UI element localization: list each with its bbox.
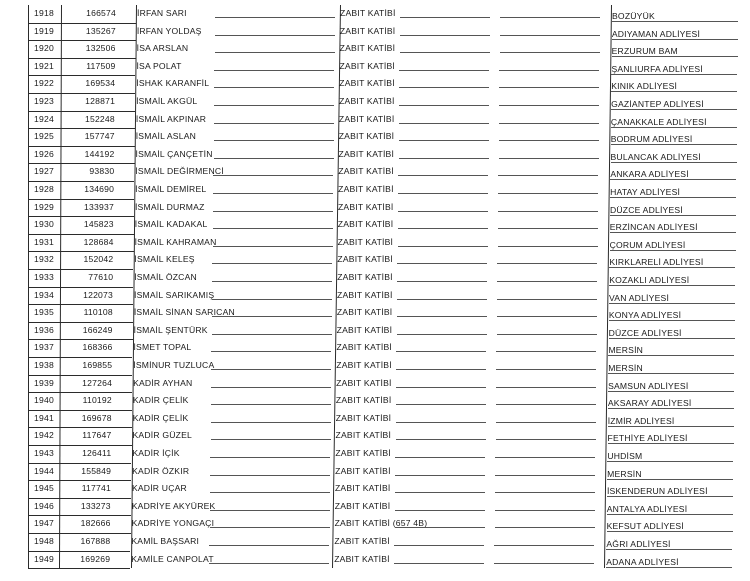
full-name: İSMAİL SARIKAMIŞ [134, 289, 215, 300]
row-number: 1931 [34, 236, 54, 247]
underline-stroke [499, 87, 599, 88]
row-number: 1919 [34, 25, 54, 36]
underline-stroke [395, 492, 485, 493]
row-number: 1918 [34, 8, 54, 18]
full-name: İSA ARSLAN [136, 43, 189, 54]
assigned-location: ANKARA ADLİYESİ [610, 169, 689, 180]
underline-stroke [211, 369, 331, 370]
job-title: ZABIT KATİBİ [335, 395, 392, 406]
row-number: 1939 [34, 377, 54, 388]
job-title: ZABIT KATİBİ [335, 430, 392, 441]
row-number: 1928 [34, 184, 54, 194]
full-name: İSMAİL KAHRAMAN [134, 236, 217, 247]
full-name: İSMAİL KADAKAL [134, 219, 208, 230]
underline-stroke [397, 263, 487, 264]
underline-stroke [496, 369, 596, 370]
assigned-location: BOZÜYÜK [612, 11, 655, 21]
assigned-location: ADANA ADLİYESİ [606, 556, 679, 567]
underline-stroke [214, 140, 334, 141]
underline-stroke [212, 316, 332, 317]
full-name: KADİR ÇELİK [132, 395, 189, 406]
full-name: İSA POLAT [136, 60, 182, 71]
underline-stroke [211, 439, 331, 440]
assigned-location: KEFSUT ADLİYESİ [606, 521, 684, 532]
registry-number: 127264 [82, 377, 113, 388]
underline-stroke [500, 17, 600, 18]
registry-number: 182666 [80, 518, 111, 529]
registry-number: 133273 [80, 500, 111, 511]
underline-stroke [209, 563, 329, 564]
full-name: KAMİL BAŞSARI [131, 536, 200, 546]
full-name: KADRİYE YONGAÇI [131, 518, 215, 529]
underline-stroke [495, 475, 595, 476]
underline-stroke [396, 351, 486, 352]
job-title: ZABIT KATİBİ [334, 536, 390, 546]
job-title: ZABIT KATİBİ (657 4B) [334, 518, 428, 529]
full-name: İSMAİL KELEŞ [134, 254, 195, 265]
full-name: İSMAİL ÇANÇETİN [135, 148, 213, 159]
assigned-location: GAZİANTEP ADLİYESİ [611, 99, 704, 109]
underline-stroke [211, 387, 331, 388]
underline-stroke [496, 351, 596, 352]
underline-stroke [400, 35, 490, 36]
underline-stroke [394, 545, 484, 546]
row-number: 1934 [34, 289, 54, 300]
row-number: 1921 [34, 60, 54, 71]
registry-number: 155849 [81, 465, 112, 476]
underline-stroke [212, 263, 332, 264]
job-title: ZABIT KATİBİ [340, 8, 396, 18]
underline-stroke [498, 211, 598, 212]
registry-number: 132506 [85, 43, 116, 54]
assigned-location: KOZAKLI ADLİYESİ [609, 275, 690, 285]
job-title: ZABIT KATİBİ [338, 166, 394, 177]
registry-number: 157747 [84, 131, 115, 142]
registry-number: 110192 [82, 395, 112, 406]
registry-number: 152248 [84, 113, 115, 124]
underline-stroke [496, 422, 596, 423]
underline-stroke [497, 281, 597, 282]
underline-stroke [397, 334, 487, 335]
row-number: 1945 [34, 483, 54, 494]
job-title: ZABIT KATİBİ [336, 377, 392, 388]
assigned-location: KONYA ADLİYESİ [608, 310, 682, 321]
underline-stroke [496, 404, 596, 405]
assigned-location: AĞRI ADLİYESİ [606, 539, 671, 549]
row-number: 1937 [34, 342, 54, 353]
row-number: 1936 [34, 324, 54, 335]
row-number: 1925 [34, 131, 54, 142]
full-name: İSMET TOPAL [133, 342, 192, 353]
job-title: ZABIT KATİBİ [339, 96, 395, 106]
job-title: ZABIT KATİBİ [338, 131, 395, 142]
underline-stroke [398, 228, 488, 229]
underline-stroke [498, 193, 598, 194]
job-title: ZABIT KATİBİ [337, 272, 393, 282]
full-name: İSMAİL DEMİREL [135, 184, 207, 194]
assigned-location: ERZURUM BAM [611, 46, 678, 57]
registry-number: 77610 [88, 272, 114, 282]
registry-number: 145823 [83, 219, 114, 230]
assigned-location: ÇORUM ADLİYESİ [609, 239, 686, 250]
underline-stroke [398, 211, 488, 212]
row-number: 1948 [34, 536, 54, 546]
underline-stroke [495, 492, 595, 493]
row-number: 1940 [34, 395, 54, 406]
underline-stroke [495, 510, 595, 511]
underline-stroke [212, 334, 332, 335]
underline-stroke [499, 140, 599, 141]
underline-stroke [395, 457, 485, 458]
row-number: 1943 [34, 448, 54, 458]
underline-stroke [397, 316, 487, 317]
underline-stroke [211, 404, 331, 405]
underline-stroke [398, 175, 488, 176]
underline-stroke [399, 158, 489, 159]
job-title: ZABIT KATİBİ [338, 113, 395, 124]
row-number: 1944 [34, 465, 54, 476]
underline-stroke [498, 228, 598, 229]
full-name: İSMAİL ASLAN [135, 131, 197, 142]
job-title: ZABIT KATİBİ [337, 254, 393, 265]
full-name: KADİR GÜZEL [132, 430, 193, 441]
row-number: 1938 [34, 360, 54, 370]
assigned-location: UHDİSM [607, 451, 643, 461]
assigned-location: DÜZCE ADLİYESİ [608, 327, 682, 338]
registry-number: 133937 [84, 201, 114, 212]
row-number: 1946 [34, 500, 54, 511]
registry-number: 169534 [85, 78, 116, 89]
row-number: 1941 [34, 412, 54, 423]
assigned-location: DÜZCE ADLİYESİ [609, 204, 683, 215]
underline-stroke [214, 105, 334, 106]
assigned-location: MERSİN [608, 345, 644, 356]
assigned-location: ÇANAKKALE ADLİYESİ [610, 116, 707, 127]
underline-stroke [399, 140, 489, 141]
underline-stroke [213, 175, 333, 176]
assigned-location: SAMSUN ADLİYESİ [608, 380, 689, 391]
job-title: ZABIT KATİBİ [334, 500, 391, 511]
job-title: ZABIT KATİBİ [335, 412, 392, 423]
underline-stroke [396, 369, 486, 370]
job-title: ZABIT KATİBİ [335, 465, 391, 476]
underline-stroke [211, 422, 331, 423]
registry-number: 169855 [82, 360, 113, 370]
row-number: 1935 [34, 307, 54, 318]
underline-stroke [394, 563, 484, 564]
underline-stroke [495, 527, 595, 528]
full-name: İSMAİL ÖZCAN [134, 272, 197, 282]
underline-stroke [494, 563, 594, 564]
full-name: İSMAİL AKPINAR [135, 113, 207, 124]
underline-stroke [395, 510, 485, 511]
assigned-location: ANTALYA ADLİYESİ [606, 503, 688, 514]
underline-stroke [215, 17, 335, 18]
assigned-location: HATAY ADLİYESİ [610, 187, 681, 197]
row-number: 1933 [34, 272, 54, 282]
underline-stroke [496, 387, 596, 388]
underline-stroke [213, 193, 333, 194]
underline-stroke [396, 387, 486, 388]
underline-stroke [497, 299, 597, 300]
registry-number: 166249 [82, 324, 113, 335]
full-name: İSHAK KARANFİL [136, 78, 210, 89]
underline-stroke [495, 457, 595, 458]
full-name: İSMAİL AKGÜL [136, 96, 198, 106]
registry-number: 110108 [83, 307, 113, 318]
underline-stroke [395, 527, 485, 528]
assigned-location: MERSİN [607, 468, 642, 479]
underline-stroke [497, 334, 597, 335]
underline-stroke [210, 510, 330, 511]
underline-stroke [399, 87, 489, 88]
job-title: ZABIT KATİBİ [336, 307, 393, 318]
underline-stroke [210, 457, 330, 458]
underline-stroke [497, 316, 597, 317]
job-title: ZABIT KATİBİ [337, 219, 394, 230]
full-name: İSMAİL DURMAZ [134, 201, 205, 212]
underline-stroke [500, 52, 600, 53]
assigned-location: BODRUM ADLİYESİ [610, 134, 693, 145]
underline-stroke [499, 105, 599, 106]
registry-number: 134690 [84, 184, 115, 194]
assigned-location: BULANCAK ADLİYESİ [610, 151, 701, 162]
underline-stroke [210, 527, 330, 528]
assigned-location: MERSİN [608, 363, 643, 373]
job-title: ZABIT KATİBİ [336, 324, 393, 335]
underline-stroke [399, 105, 489, 106]
job-title: ZABIT KATİBİ [339, 60, 396, 71]
assigned-location: VAN ADLİYESİ [609, 292, 670, 303]
underline-stroke [397, 281, 487, 282]
underline-stroke [399, 123, 489, 124]
underline-stroke [499, 158, 599, 159]
registry-number: 166574 [86, 8, 116, 18]
underline-stroke [497, 263, 597, 264]
assigned-location: KINIK ADLİYESİ [611, 81, 678, 92]
registry-number: 168366 [82, 342, 113, 353]
full-name: KADİR ÖZKIR [132, 465, 190, 476]
underline-stroke [396, 404, 486, 405]
job-title: ZABIT KATİBİ [337, 289, 393, 300]
underline-stroke [215, 52, 335, 53]
row-number: 1942 [34, 430, 54, 441]
underline-stroke [399, 70, 489, 71]
full-name: KADİR ÇELİK [132, 412, 189, 423]
assigned-location: İZMİR ADLİYESİ [607, 415, 675, 426]
job-title: ZABIT KATİBİ [335, 448, 391, 458]
registry-number: 126411 [82, 448, 112, 458]
assigned-location: KIRKLARELİ ADLİYESİ [609, 257, 704, 268]
job-title: ZABIT KATİBİ [339, 43, 396, 54]
row-number: 1923 [34, 96, 54, 106]
underline-stroke [210, 475, 330, 476]
job-title: ZABIT KATİBİ [339, 78, 395, 89]
underline-stroke [210, 492, 330, 493]
full-name: KADRİYE AKYÜREK [131, 500, 216, 511]
job-title: ZABIT KATİBİ [336, 342, 393, 353]
row-number: 1927 [34, 166, 54, 177]
underline-stroke [396, 422, 486, 423]
underline-stroke [499, 70, 599, 71]
registry-number: 169678 [81, 412, 112, 423]
job-title: ZABIT KATİBİ [339, 25, 396, 36]
row-number: 1930 [34, 219, 54, 230]
row-number: 1926 [34, 148, 54, 159]
job-title: ZABIT KATİBİ [336, 360, 392, 370]
underline-stroke [214, 123, 334, 124]
job-title: ZABIT KATİBİ [334, 483, 391, 494]
underline-stroke [500, 35, 600, 36]
row-number: 1947 [34, 518, 54, 529]
underline-stroke [499, 123, 599, 124]
underline-stroke [213, 246, 333, 247]
registry-number: 128871 [85, 96, 116, 106]
registry-number: 167888 [80, 536, 111, 546]
underline-stroke [396, 439, 486, 440]
full-name: İRFAN YOLDAŞ [136, 25, 202, 36]
full-name: KADİR İÇİK [132, 448, 180, 458]
job-title: ZABIT KATİBİ [337, 236, 394, 247]
row-number: 1920 [34, 43, 54, 54]
assigned-location: AKSARAY ADLİYESİ [607, 398, 692, 409]
row-number: 1922 [34, 78, 54, 89]
registry-number: 117509 [86, 60, 116, 71]
underline-stroke [400, 52, 490, 53]
row-rule [28, 568, 130, 569]
full-name: İSMAİL SİNAN SARICAN [133, 307, 235, 318]
underline-stroke [211, 351, 331, 352]
assigned-location: ŞANLIURFA ADLİYESİ [611, 63, 703, 74]
underline-stroke [606, 567, 732, 568]
underline-stroke [209, 545, 329, 546]
row-number: 1929 [34, 201, 54, 212]
job-title: ZABIT KATİBİ [334, 553, 390, 564]
underline-stroke [214, 158, 334, 159]
underline-stroke [212, 281, 332, 282]
registry-number: 93830 [89, 166, 115, 177]
underline-stroke [498, 175, 598, 176]
assigned-location: İSKENDERUN ADLİYESİ [606, 486, 708, 497]
full-name: İRFAN SARI [137, 8, 187, 18]
underline-stroke [214, 70, 334, 71]
assigned-location: FETHİYE ADLİYESİ [607, 433, 688, 444]
underline-stroke [400, 17, 490, 18]
underline-stroke [494, 545, 594, 546]
full-name: İSMİNUR TUZLUCA [133, 360, 215, 370]
underline-stroke [498, 246, 598, 247]
registry-number: 169269 [80, 553, 111, 564]
underline-stroke [213, 211, 333, 212]
full-name: KADİR AYHAN [133, 377, 193, 388]
underline-stroke [398, 193, 488, 194]
underline-stroke [395, 475, 485, 476]
full-name: İSMAİL DEĞİRMENCİ [135, 166, 224, 177]
registry-number: 117741 [81, 483, 111, 494]
row-number: 1924 [34, 113, 54, 124]
full-name: İSMAİL ŞENTÜRK [133, 324, 208, 335]
registry-number: 122073 [83, 289, 113, 300]
underline-stroke [397, 299, 487, 300]
job-title: ZABIT KATİBİ [337, 201, 394, 212]
row-number: 1949 [34, 553, 54, 564]
job-title: ZABIT KATİBİ [338, 184, 394, 194]
registry-number: 128684 [83, 236, 114, 247]
underline-stroke [398, 246, 488, 247]
full-name: KADİR UÇAR [131, 483, 187, 494]
underline-stroke [496, 439, 596, 440]
registry-number: 152042 [83, 254, 114, 265]
assigned-location: ADIYAMAN ADLİYESİ [611, 28, 701, 39]
underline-stroke [215, 35, 335, 36]
underline-stroke [214, 87, 334, 88]
underline-stroke [213, 228, 333, 229]
assigned-location: ERZİNCAN ADLİYESİ [609, 222, 698, 233]
underline-stroke [212, 299, 332, 300]
job-title: ZABIT KATİBİ [338, 148, 395, 159]
registry-number: 117647 [82, 430, 112, 441]
registry-number: 144192 [84, 148, 115, 159]
registry-number: 135267 [85, 25, 116, 36]
full-name: KAMİLE CANPOLAT [131, 553, 214, 564]
row-number: 1932 [34, 254, 54, 265]
